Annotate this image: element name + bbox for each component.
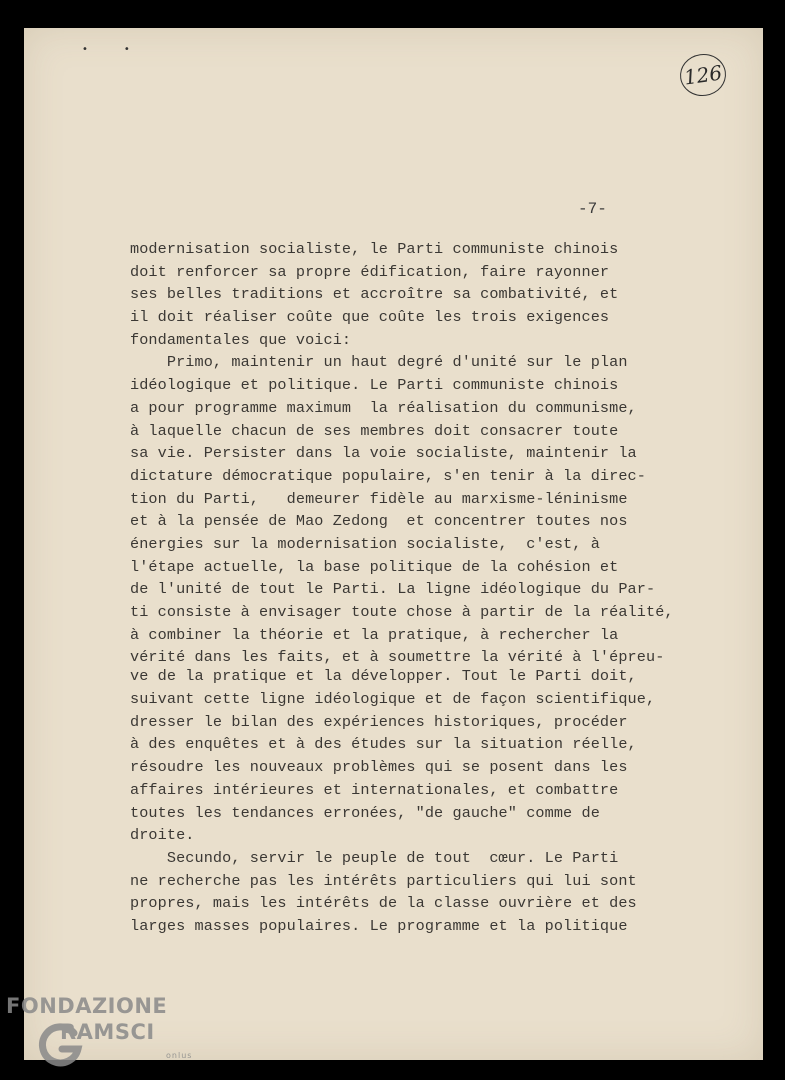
text-line: larges masses populaires. Le programme et la politique <box>130 916 628 935</box>
text-line: fondamentales que voici: <box>130 330 352 349</box>
text-line: dresser le bilan des expériences historiques, procéder <box>130 712 628 731</box>
text-line: ti consiste à envisager toute chose à partir de la réalité, <box>130 603 674 621</box>
text-line: ses belles traditions et accroître sa combativité, et <box>130 285 619 304</box>
watermark-line1: FONDAZIONE <box>6 994 168 1018</box>
paragraph-primo: Primo, maintenir un haut degré d'unité sur le plan <box>130 353 628 372</box>
text-line: à laquelle chacun de ses membres doit consacrer toute <box>130 421 619 440</box>
text-line: a pour programme maximum la réalisation du communisme, <box>130 398 637 417</box>
text-line: à combiner la théorie et la pratique, à rechercher la <box>130 625 619 644</box>
text-line: toutes les tendances erronées, "de gauche" comme de <box>130 803 600 822</box>
text-line: doit renforcer sa propre édification, faire rayonner <box>130 262 610 281</box>
watermark-onlus: onlus <box>166 1051 193 1060</box>
text-line: de l'unité de tout le Parti. La ligne idéologique du Par- <box>130 580 656 599</box>
text-line: sa vie. Persister dans la voie socialiste, maintenir la <box>130 444 637 463</box>
corner-marks: •• <box>82 44 166 55</box>
paragraph-secundo: Secundo, servir le peuple de tout cœur. Le Parti <box>130 848 619 867</box>
text-line: à des enquêtes et à des études sur la situation réelle, <box>130 735 637 754</box>
watermark-line2: RAMSCI <box>60 1020 155 1044</box>
text-line: et à la pensée de Mao Zedong et concentrer toutes nos <box>130 512 628 531</box>
text-line: vérité dans les faits, et à soumettre la vérité à l'épreu- <box>130 648 665 667</box>
folio-number: 126 <box>682 60 724 90</box>
gramsci-g-logo-icon <box>34 1019 86 1071</box>
text-line: il doit réaliser coûte que coûte les trois exigences <box>130 308 610 327</box>
text-line: modernisation socialiste, le Parti communiste chinois <box>130 240 619 258</box>
text-line: affaires intérieures et internationales, et combattre <box>130 780 619 799</box>
fondazione-gramsci-watermark <box>6 993 193 1060</box>
text-line: droite. <box>130 826 195 845</box>
text-line: l'étape actuelle, la base politique de la cohésion et <box>130 557 619 576</box>
text-line: énergies sur la modernisation socialiste, c'est, à <box>130 534 600 553</box>
text-line: dictature démocratique populaire, s'en tenir à la direc- <box>130 466 646 485</box>
text-line: ne recherche pas les intérêts particuliers qui lui sont <box>130 871 637 890</box>
text-line: ve de la pratique et la développer. Tout le Parti doit, <box>130 667 637 686</box>
text-line: tion du Parti, demeurer fidèle au marxisme-léninisme <box>130 489 628 508</box>
text-line: suivant cette ligne idéologique et de façon scientifique, <box>130 690 656 709</box>
body-text <box>130 238 730 938</box>
text-line: propres, mais les intérêts de la classe ouvrière et des <box>130 894 637 913</box>
text-line: résoudre les nouveaux problèmes qui se posent dans les <box>130 758 628 777</box>
text-line: idéologique et politique. Le Parti communiste chinois <box>130 376 619 395</box>
page-number: -7- <box>578 200 607 218</box>
